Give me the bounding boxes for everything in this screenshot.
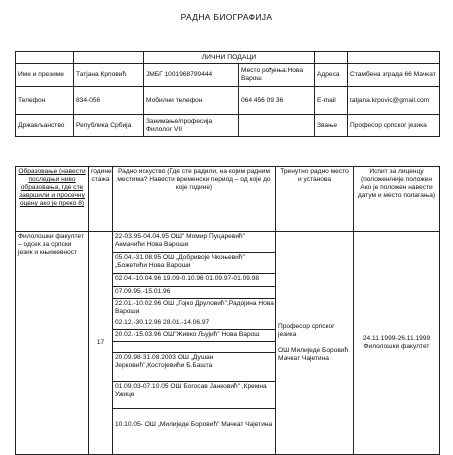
- value-name: Татјана Крповић: [74, 64, 144, 87]
- years-value: 17: [89, 232, 113, 455]
- job-entry: 22-03.95-04.04.95 ОШ" Момир Пуцаревић" Акмачићи Нова Вароши: [113, 232, 275, 253]
- page-title: РАДНА БИОГРАФИЈА: [180, 12, 273, 22]
- value-mobile: 064 456 09 36: [239, 87, 315, 115]
- label-phone: Телефон: [16, 87, 74, 115]
- current-job-cell: [276, 232, 354, 455]
- education-value: Филолошки факултет – одсек за српски језик и књижевност: [16, 232, 89, 455]
- job-entry: 20.02.-15.03.96 ОШ"Живко Љујић" Нова Варош: [113, 330, 275, 342]
- license-date: 24.11.1999-26.11.1999: [362, 335, 431, 342]
- current-school: ОШ Милиједе Боровић Мачкат Чајетина: [278, 347, 349, 362]
- value-phone: 834-056: [74, 87, 144, 115]
- label-name: Име и презиме: [16, 64, 74, 87]
- job-entry: 20.09.98-31.08.2003 ОШ „Душан Јерковић",Костојевићи Б.Башта: [113, 353, 275, 382]
- job-entry: 02.04.-10.04.96 19.09-0.10.96 01.09.97-01.09.98: [113, 274, 275, 287]
- header-education: Образовање (навести последњи ниво образовања, где сте завршили и просечну оцену ако је преко 8): [16, 167, 89, 232]
- label-title: Звање: [315, 115, 348, 137]
- value-address: Стамбена зграда 66 Мачкат: [348, 64, 440, 87]
- job-entry: 22.01.-10.02.96 ОШ „Гојко Друловић",Радојина Нова Вароши: [115, 300, 274, 315]
- personal-data-table: [15, 51, 440, 137]
- current-position: Професор српског језика: [278, 323, 335, 338]
- header-current-job: Тренутно радно место и установа: [276, 167, 354, 232]
- label-email: E-mail: [315, 87, 348, 115]
- job-entry: 01.09.03-07.10.05 ОШ Богосав Јанковић" ,Кремна Ужице: [113, 382, 275, 409]
- value-jmbg: ЈМБГ 1001968799444: [144, 64, 239, 87]
- empty-cell: [239, 115, 315, 137]
- job-entry: 07.09.95.-15.01.96: [113, 287, 275, 299]
- job-entry: [113, 342, 275, 353]
- license-cell: [354, 232, 440, 455]
- value-email: tatjana.krpovic@gmail.com: [348, 87, 440, 115]
- value-profession: Занимање/професија Филолог VII: [144, 115, 239, 137]
- header-license: Испит за лиценцу (положен/није положен Ако је положен навести датум и место полагања): [354, 167, 440, 232]
- header-years: године стажа: [89, 167, 113, 232]
- job-entry: 02.12.-30.12.96 28.01.-14.06.97: [113, 318, 275, 330]
- personal-header: ЛИЧНИ ПОДАЦИ: [144, 52, 315, 64]
- header-experience: Радно искуство (Где сте радили, на којим радним местима? Навести временски период – од које до које године): [113, 167, 276, 232]
- work-history-table: [15, 166, 440, 455]
- label-address: Адреса: [315, 64, 348, 87]
- label-citizenship: Држављанство: [16, 115, 74, 137]
- job-entry: 05.04.-31.08.95 ОШ „Добривоје Чкоњевић" „Божетићи Нова Вароши: [113, 253, 275, 274]
- license-place: Филолошки факултет: [363, 343, 430, 350]
- label-mobile: Мобилни телефон: [144, 87, 239, 115]
- value-citizenship: Република Србија: [74, 115, 144, 137]
- value-birthplace: Место рођења:Нова Варош: [239, 64, 315, 87]
- jobs-list: [113, 232, 276, 455]
- value-title: Професор српског језика: [348, 115, 440, 137]
- job-entry: 10.10.05- ОШ „Милиједе Боровић" Мачкат Чајетина: [115, 421, 273, 428]
